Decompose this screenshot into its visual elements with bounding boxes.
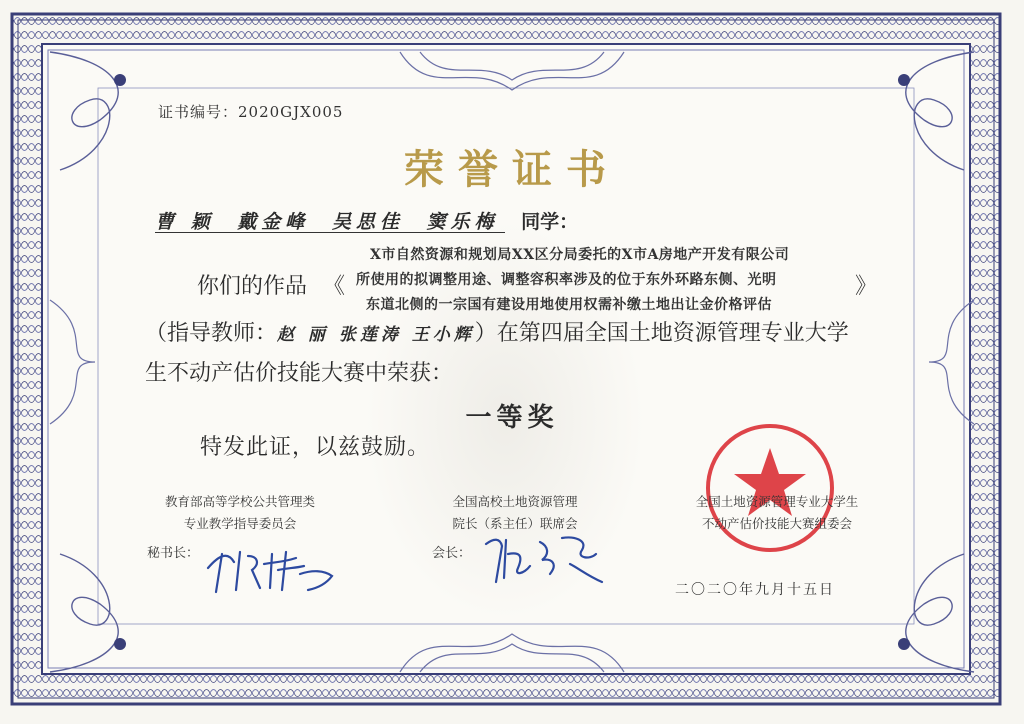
- competition-line: 生不动产估价技能大赛中荣获：: [145, 361, 454, 386]
- issue-date: 二〇二〇年九月十五日: [675, 582, 835, 598]
- secretary-general-label: 秘书长：: [147, 546, 200, 561]
- organization-line: 教育部高等学校公共管理类: [164, 494, 315, 509]
- work-title-line: X市自然资源和规划局XX区分局委托的X市A房地产开发有限公司: [370, 247, 790, 263]
- recipients-line: [155, 207, 578, 234]
- advisor-close: ）在第四届全国土地资源管理专业大学: [474, 321, 849, 346]
- organization-line: 不动产估价技能大赛组委会: [701, 516, 852, 531]
- recipient-name: 戴金峰: [237, 211, 310, 233]
- signature-president: [478, 524, 618, 594]
- president-label: 会长：: [432, 546, 472, 561]
- advisor-names: 赵 丽 张莲涛 王小辉: [277, 325, 475, 345]
- organization-1: [140, 491, 340, 535]
- organization-line: 院长（系主任）联席会: [452, 516, 578, 531]
- organization-line: 全国高校土地资源管理: [452, 494, 578, 509]
- work-bracket-open: 《: [323, 274, 346, 299]
- advisor-open: （指导教师：: [145, 321, 278, 346]
- certificate-title: 荣誉证书: [404, 147, 620, 193]
- certificate-serial-number: 证书编号：2020GJX005: [158, 103, 344, 121]
- official-seal: [700, 418, 840, 558]
- award-level: 一等奖: [465, 403, 559, 433]
- recipient-suffix: 同学：: [521, 211, 579, 233]
- organization-3: [677, 491, 877, 535]
- recipient-name: 吴思佳: [331, 211, 404, 233]
- work-title-line: 东道北侧的一宗国有建设用地使用权需补缴土地出让金价格评估: [366, 297, 772, 313]
- recipient-underline: [155, 232, 505, 233]
- signature-secretary: [200, 540, 340, 600]
- recipient-name: 曹 颖: [155, 211, 215, 233]
- work-bracket-close: 》: [855, 274, 878, 299]
- organization-line: 专业教学指导委员会: [183, 516, 297, 531]
- organization-line: 全国土地资源管理专业大学生: [695, 494, 859, 509]
- work-title-line: 所使用的拟调整用途、调整容积率涉及的位于东外环路东侧、光明: [356, 272, 777, 288]
- work-label: 你们的作品: [197, 274, 308, 299]
- advisor-line: [145, 316, 849, 347]
- recipient-name: 窦乐梅: [426, 211, 499, 233]
- encouragement-text: 特发此证，以兹鼓励。: [200, 435, 431, 460]
